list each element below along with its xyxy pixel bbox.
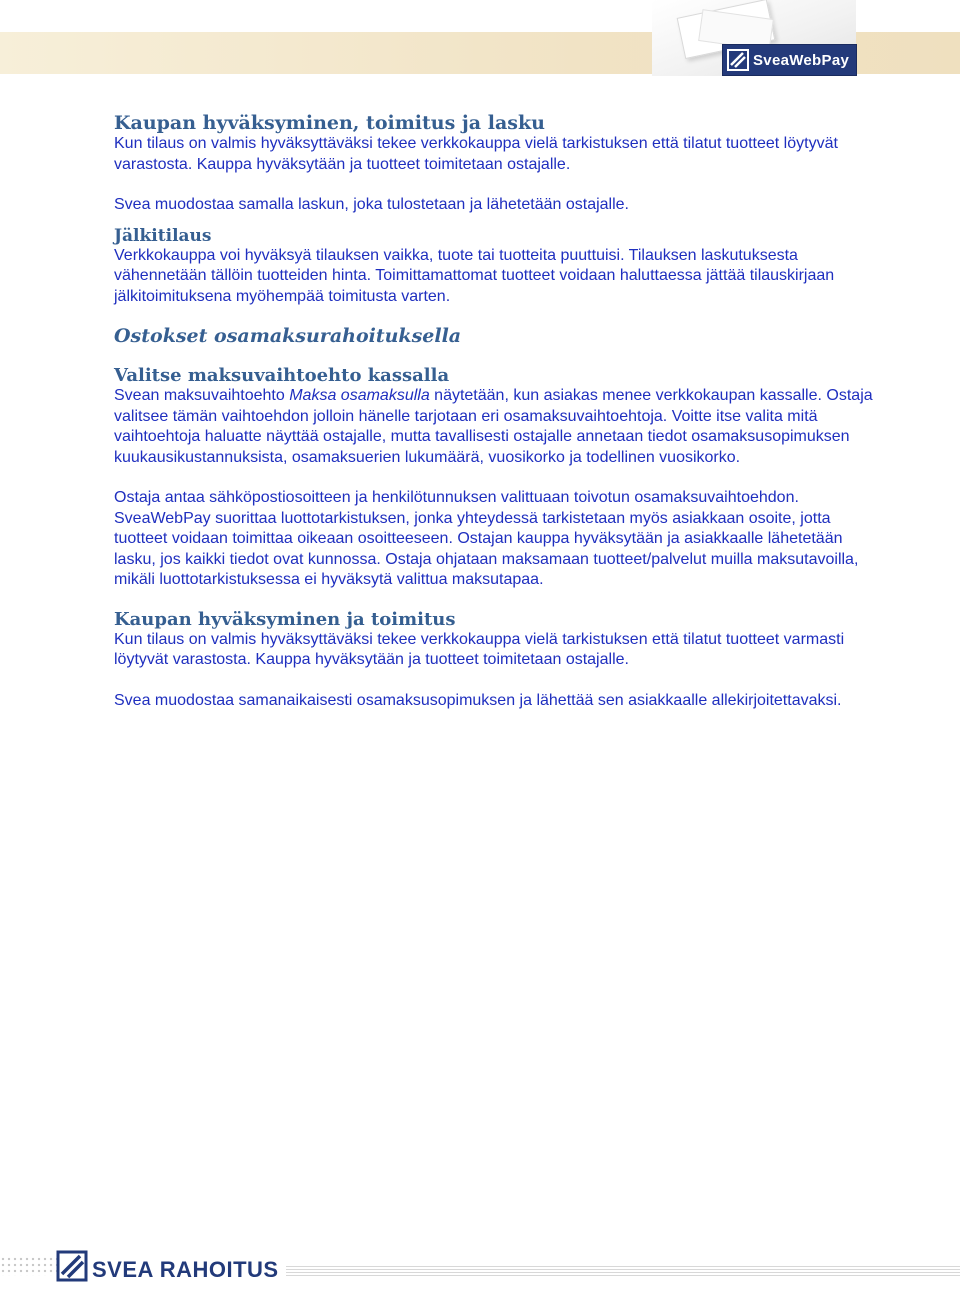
dot-pattern bbox=[0, 1256, 60, 1276]
svea-logo-icon bbox=[727, 49, 749, 71]
paragraph: Svea muodostaa samalla laskun, joka tulostetaan ja lähetetään ostajalle. bbox=[114, 196, 629, 213]
spacer bbox=[114, 468, 874, 488]
section-heading-installments: Ostokset osamaksurahoituksella bbox=[114, 325, 462, 347]
section-heading-choose-payment: Valitse maksuvaihtoehto kassalla bbox=[114, 365, 450, 386]
section-heading-acceptance-delivery: Kaupan hyväksyminen ja toimitus bbox=[114, 608, 456, 630]
svea-logo-icon bbox=[56, 1250, 88, 1282]
text-run: Svean maksuvaihtoehto bbox=[114, 387, 290, 404]
paragraph: Kun tilaus on valmis hyväksyttäväksi tekee verkkokauppa vielä tarkistuksen että tilatut tuotteet varmasti löytyvät varastosta. Kauppa hyväksytään ja tuotteet toimitetaan ostajalle. bbox=[114, 630, 845, 668]
footer-lines bbox=[286, 1266, 960, 1276]
brand-name: SveaWebPay bbox=[753, 51, 850, 69]
section-heading-backorder: Jälkitilaus bbox=[114, 225, 212, 246]
section-heading-acceptance: Kaupan hyväksyminen, toimitus ja lasku bbox=[114, 112, 545, 134]
footer bbox=[0, 1246, 960, 1286]
paragraph: Kun tilaus on valmis hyväksyttäväksi tekee verkkokauppa vielä tarkistuksen että tilatut tuotteet löytyvät varastosta. Kauppa hyväksytään ja tuotteet toimitetaan ostajalle. bbox=[114, 135, 838, 173]
paragraph: Verkkokauppa voi hyväksyä tilauksen vaikka, tuote tai tuotteita puuttuisi. Tilauksen laskutuksesta vähennetään tällöin tuotteiden hinta. Toimittamattomat tuotteet voidaan haluttaessa jättää tilauskirjaan jälkitoimituksena myöhempää toimitusta varten. bbox=[114, 246, 835, 305]
spacer bbox=[114, 175, 874, 195]
footer-brand: SVEA RAHOITUS bbox=[92, 1257, 279, 1282]
emphasis-text: Maksa osamaksulla bbox=[289, 387, 430, 404]
paragraph bbox=[114, 386, 874, 468]
sveawebpay-logo bbox=[722, 44, 857, 76]
paragraph: Svea muodostaa samanaikaisesti osamaksusopimuksen ja lähettää sen asiakkaalle allekirjoitettavaksi. bbox=[114, 691, 842, 709]
spacer bbox=[114, 671, 874, 691]
document-body bbox=[114, 108, 874, 711]
text-run: näytetään, kun asiakas menee verkkokaupan kassalle. Ostaja valitsee tämän vaihtoehdon jolloin hänelle tarjotaan eri osamaksuvaihtoehtoja. Voitte itse valita mitä vaihtoehtoja haluatte näyttää ostajalle, mutta tavallisesti ostajalle annetaan tiedot osamaksusopimuksen kuukausikustannuksista, osamaksuerien lukumäärä, vuosikorko ja todellinen vuosikorko. bbox=[114, 387, 873, 466]
paragraph: Ostaja antaa sähköpostiosoitteen ja henkilötunnuksen valittuaan toivotun osamaksuvaihtoehdon. SveaWebPay suorittaa luottotarkistuksen, jonka yhteydessä tarkistetaan myös asiakkaan osoite, jotta tuotteet voidaan toimittaa oikeaan osoitteeseen. Ostajan kauppa hyväksytään ja asiakkaalle lähetetään lasku, jos kaikki tiedot ovat kunnossa. Ostaja ohjataan maksamaan tuotteet/palvelut muilla maksutavoilla, mikäli luottotarkistuksessa ei hyväksytä valittua maksutapaa. bbox=[114, 489, 859, 588]
